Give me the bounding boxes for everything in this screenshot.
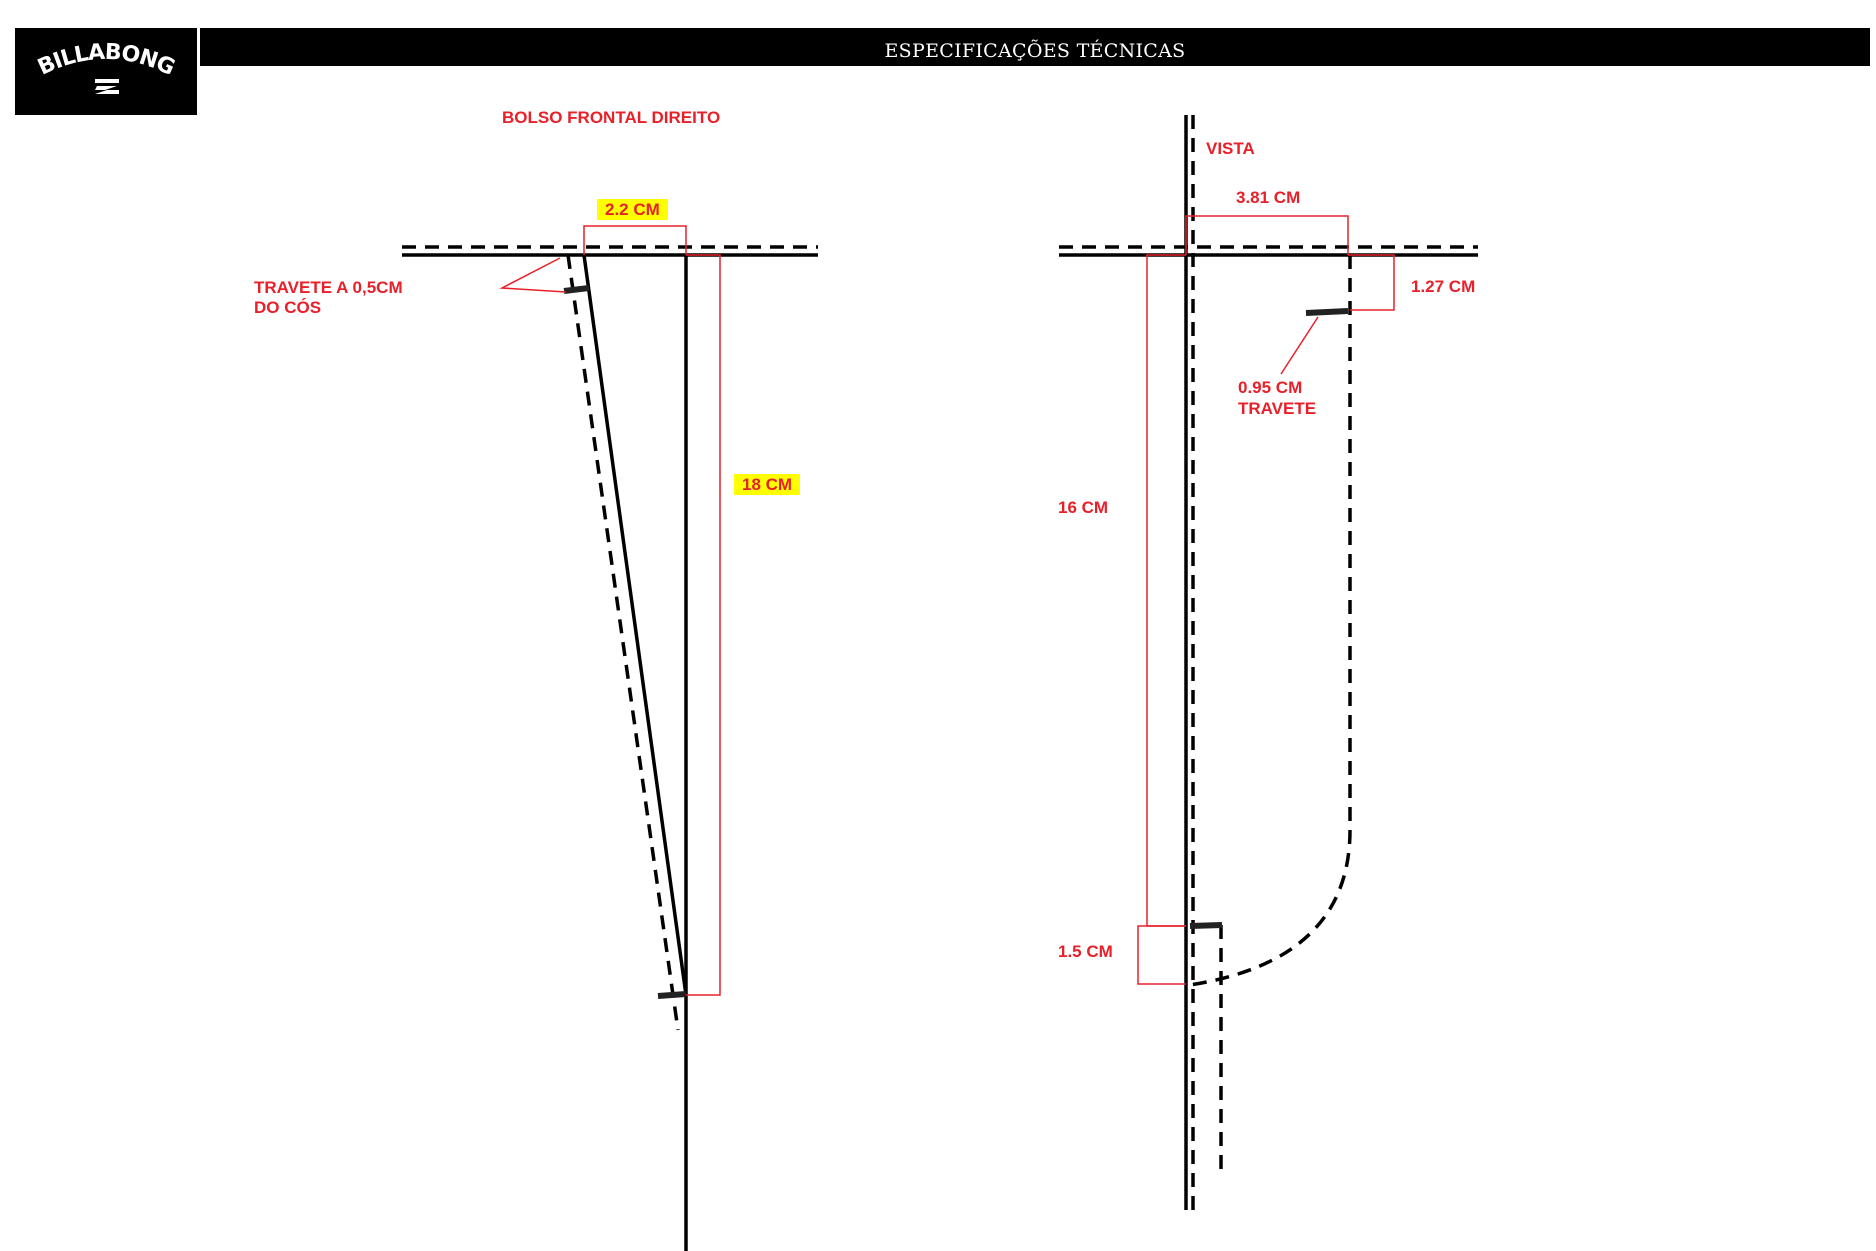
dim-label-length: 16 CM xyxy=(1058,498,1109,517)
pocket-topstitch-line xyxy=(568,255,678,1030)
dim-label-width: 3.81 CM xyxy=(1236,188,1301,207)
top-bartack xyxy=(564,288,589,291)
dim-label-depth xyxy=(734,475,800,495)
dim-bracket-width xyxy=(1186,216,1348,255)
left-view-title: BOLSO FRONTAL DIREITO xyxy=(502,108,721,127)
dim-bracket-bartack-offset xyxy=(1348,255,1394,310)
facing-bartack-note-line1: 0.95 CM xyxy=(1238,378,1303,397)
pocket-opening-line xyxy=(584,255,686,995)
facing-bartack-bottom xyxy=(1190,925,1222,926)
dim-bracket-top xyxy=(584,226,686,255)
facing-bartack-top xyxy=(1306,311,1348,313)
svg-text:BILLABONG: BILLABONG xyxy=(34,39,178,81)
dim-label-bottom: 1.5 CM xyxy=(1058,942,1113,961)
bartack-note-line2: DO CÓS xyxy=(254,298,322,317)
dim-bracket-length xyxy=(1147,255,1186,926)
bottom-bartack xyxy=(658,994,686,996)
dim-bracket-depth xyxy=(686,255,720,995)
dim-label-top xyxy=(597,200,668,220)
bartack-leader-line xyxy=(502,258,566,292)
right-view-title: VISTA xyxy=(1206,139,1255,158)
facing-bartack-note-line2: TRAVETE xyxy=(1238,399,1317,418)
left-pocket-drawing xyxy=(402,226,818,1251)
bartack-note-line1: TRAVETE A 0,5CM xyxy=(254,278,403,297)
facing-edge-dashed xyxy=(1190,255,1350,985)
dim-label-depth-text: 18 CM xyxy=(734,474,800,495)
page-title: ESPECIFICAÇÕES TÉCNICAS xyxy=(884,40,1186,62)
dim-label-bartack-offset: 1.27 CM xyxy=(1411,277,1476,296)
dim-bracket-bottom xyxy=(1138,926,1186,984)
facing-bartack-leader xyxy=(1281,317,1318,374)
dim-label-top-text: 2.2 CM xyxy=(597,199,668,220)
